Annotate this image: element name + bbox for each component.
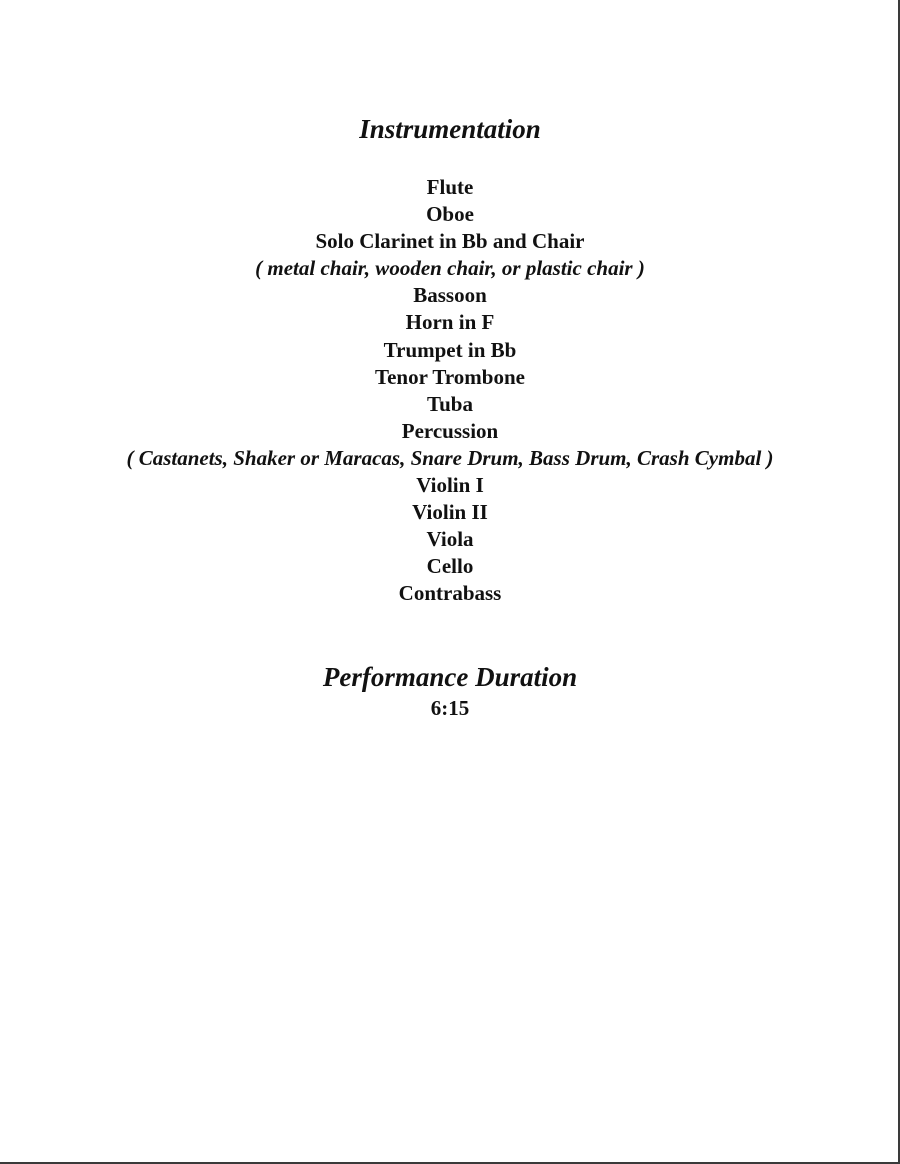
instrument-item: Cello [426, 554, 474, 579]
instrument-item: Percussion [401, 418, 499, 443]
instrument-item: Tenor Trombone [375, 364, 525, 389]
instrument-item: Oboe [426, 202, 474, 227]
performance-duration-heading: Performance Duration [322, 662, 578, 692]
instrument-item: Flute [426, 175, 474, 199]
instrument-item: Contrabass [398, 581, 502, 606]
instrument-note: ( Castanets, Shaker or Maracas, Snare Drum, Bass Drum, Crash Cymbal ) [126, 445, 774, 470]
instrument-item: Tuba [427, 391, 473, 416]
instrument-item: Trumpet in Bb [383, 337, 517, 362]
instrument-list [0, 174, 900, 608]
instrument-item: Horn in F [405, 310, 495, 335]
instrument-item: Bassoon [413, 283, 487, 308]
instrument-item: Violin II [412, 500, 488, 525]
performance-duration-value: 6:15 [430, 696, 470, 720]
instrument-note: ( metal chair, wooden chair, or plastic chair ) [255, 256, 645, 281]
instrument-item: Solo Clarinet in Bb and Chair [315, 229, 585, 254]
instrumentation-heading: Instrumentation [359, 114, 541, 144]
instrument-item: Violin I [416, 473, 484, 498]
instrument-item: Viola [426, 527, 474, 552]
